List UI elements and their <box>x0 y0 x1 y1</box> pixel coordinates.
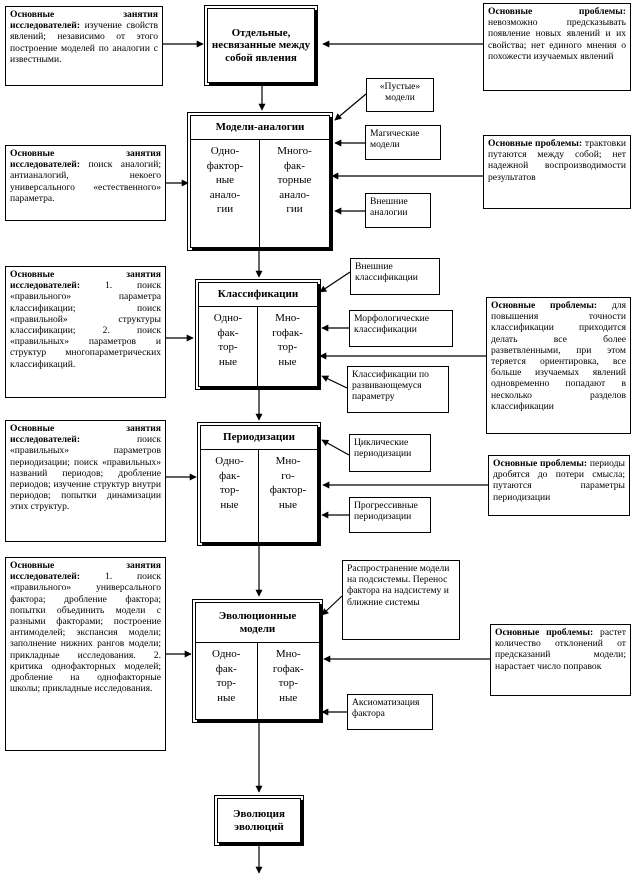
problem-box <box>490 624 631 696</box>
single-factor-column: Одно- фак- тор- ные <box>201 450 259 542</box>
research-text: поиск аналогий; антианалогий, некоего универсального «естественного» параметра. <box>10 159 161 204</box>
type-arrow <box>322 596 342 615</box>
type-arrow <box>322 376 347 388</box>
stage-title: Отдельные, несвязанные между собой явления <box>211 26 311 64</box>
research-text: 1. поиск «правильного» универсального фактора; дробление фактора; попытки объединить модели с разными факторами; построение антимоделей; экспансия модели; заполнение нижних рангов модели; прикладные исследования. 2. критика однофакторных моделей; дробление на однофакторные школы; прикладные исследования. <box>10 571 161 695</box>
type-arrow <box>322 440 349 455</box>
problem-text: растет количество отклонений от предсказаний модели; нарастает число поправок <box>495 627 626 672</box>
research-label: Основные занятия исследователей: <box>10 269 161 292</box>
problem-label: Основные проблемы: <box>491 300 598 311</box>
type-box-morphological-classifications: Морфологические классификации <box>349 310 453 347</box>
research-box <box>5 557 166 751</box>
type-box-external-analogies: Внешние аналогии <box>365 193 431 228</box>
problem-label: Основные проблемы: <box>488 6 626 17</box>
research-box <box>5 145 166 221</box>
type-box-empty-models: «Пустые» модели <box>366 78 434 112</box>
multi-factor-column: Мно- гофак- тор- ные <box>272 648 304 704</box>
problem-label: Основные проблемы: <box>495 627 594 638</box>
problem-box <box>483 3 631 91</box>
type-box-model-extension: Распространение модели на подсистемы. Перенос фактора на надсистему и ближние системы <box>342 560 460 640</box>
stage-title: Модели-аналогии <box>191 116 329 140</box>
single-factor-column: Одно- фак- тор- ные <box>196 643 258 719</box>
stage-title: Периодизации <box>201 426 317 450</box>
stage-separate-phenomena <box>207 8 315 83</box>
stage-periodizations <box>200 425 318 543</box>
research-label: Основные занятия исследователей: <box>10 560 161 583</box>
stage-analogy-models <box>190 115 330 248</box>
research-text: поиск «правильных» параметров периодизации; поиск «правильных» названий периодов; дробление периодов; изучение структур внутри периодов; попытки динамизации этих структур. <box>10 434 161 513</box>
multi-factor-column: Много- фак- торные анало- гии <box>277 145 312 215</box>
type-box-magic-models: Магические модели <box>365 125 441 160</box>
single-factor-column: Одно- фак- тор- ные <box>199 307 258 386</box>
multi-factor-column: Мно- го- фактор- ные <box>269 455 307 511</box>
research-box <box>5 266 166 398</box>
stage-title: Эволюционные модели <box>196 603 319 643</box>
problem-text: для повышения точности классификации приходится делать все более разветвленными, при этом теряется ориентировка, все больше изучаемых явлений одновременно попадают в несколько разделов классификации <box>491 300 626 412</box>
type-arrow <box>320 272 350 292</box>
problem-text: периоды дробятся до потери смысла; путаются параметры периодизации <box>493 458 625 503</box>
problem-label: Основные проблемы: <box>493 458 588 469</box>
research-text: 1. поиск «правильного» параметра классификации; поиск «правильной» структуры классификации; 2. поиск «правильных» параметров и структур многопараметрических классификаций. <box>10 280 161 370</box>
problem-box <box>486 297 631 434</box>
stage-evolution-models <box>195 602 320 720</box>
research-box <box>5 6 163 86</box>
problem-box <box>483 135 631 209</box>
research-text: изучение свойств явлений; независимо от этого построение моделей по аналогии с известными. <box>10 20 158 65</box>
type-box-factor-axiomatization: Аксиоматизация фактора <box>347 694 433 730</box>
type-box-developing-parameter-classifications: Классификации по развивающемуся параметру <box>347 366 449 413</box>
problem-box <box>488 455 630 516</box>
single-factor-column: Одно- фактор- ные анало- гии <box>191 140 260 247</box>
type-box-cyclic-periodizations: Циклические периодизации <box>349 434 431 472</box>
type-box-external-classifications: Внешние классификации <box>350 258 440 295</box>
stage-evolution-of-evolutions <box>217 798 301 843</box>
research-label: Основные занятия исследователей: <box>10 423 161 446</box>
research-label: Основные занятия исследователей: <box>10 9 158 32</box>
problem-text: трактовки путаются между собой; нет надежной воспроизводимости результатов <box>488 138 626 183</box>
type-arrow <box>335 94 366 120</box>
problem-label: Основные проблемы: <box>488 138 583 149</box>
problem-text: невозможно предсказывать появление новых явлений и их свойства; нет единого мнения о похожести изучаемых явлений <box>488 17 626 62</box>
stage-classifications <box>198 282 318 387</box>
stage-title: Классификации <box>199 283 317 307</box>
research-label: Основные занятия исследователей: <box>10 148 161 171</box>
multi-factor-column: Мно- гофак- тор- ные <box>272 312 303 368</box>
stage-title: Эволюция эволюций <box>233 808 285 833</box>
research-box <box>5 420 166 542</box>
type-box-progressive-periodizations: Прогрессивные периодизации <box>349 497 431 533</box>
